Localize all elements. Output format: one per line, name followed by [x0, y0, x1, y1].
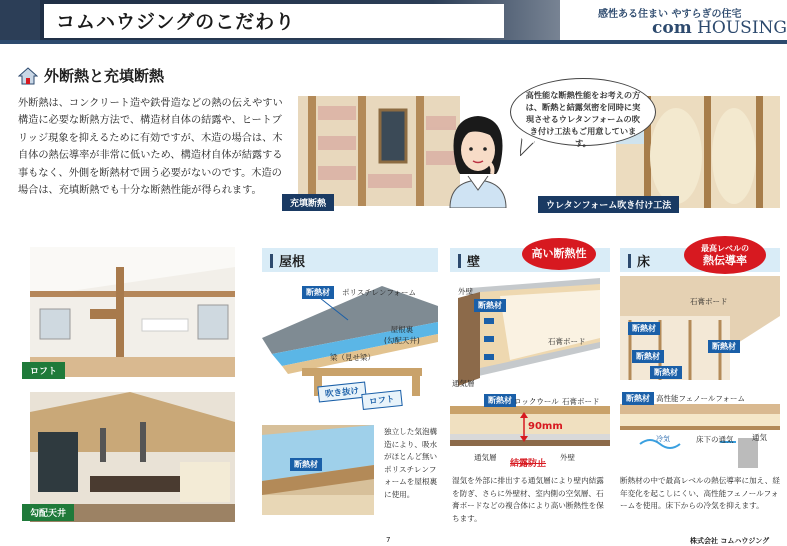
- brand-suffix: HOUSING: [697, 18, 787, 38]
- brand-logo: [652, 18, 787, 38]
- footer-company: 株式会社 コムハウジング: [690, 537, 770, 545]
- caption-urethane-foam: ウレタンフォーム吹き付け工法: [538, 196, 679, 213]
- wall-detail-outer-label: 外壁: [560, 453, 575, 462]
- floor-gypsum-label: 石膏ボード: [690, 297, 728, 306]
- caption-sloped-ceiling: 勾配天井: [22, 504, 74, 521]
- wall-insulation-tag: 断熱材: [474, 299, 506, 312]
- roof-sign-atrium: 吹き抜け: [317, 382, 366, 403]
- wall-detail-insulation-tag: 断熱材: [484, 394, 516, 407]
- living-room-illustration: [30, 392, 235, 522]
- page-title: コムハウジングのこだわり: [56, 11, 296, 33]
- loft-illustration: [30, 247, 235, 377]
- roof-label: 屋根: [262, 248, 438, 270]
- floor-insulation-tag-3: 断熱材: [632, 350, 664, 363]
- floor-under-vent-label: 床下の通気: [696, 435, 734, 444]
- roof-description: 独立した気泡構造により、吸水がほとんど無いポリスチレンフォームを屋根裏に使用。: [384, 427, 438, 499]
- wall-badge: 高い断熱性: [522, 238, 596, 270]
- condensation-block: 結露防止: [510, 459, 547, 469]
- floor-vent-label: 通気: [752, 433, 767, 442]
- wall-outer-label: 外壁: [458, 287, 473, 296]
- floor-insulation-tag-2: 断熱材: [708, 340, 740, 353]
- floor-insulation-tag-1: 断熱材: [628, 322, 660, 335]
- brand-prefix: com: [652, 18, 692, 38]
- roof-sign-loft: ロフト: [361, 390, 402, 410]
- brand-tagline: 感性ある住まい やすらぎの住宅: [598, 9, 742, 20]
- floor-detail-insulation-tag: 断熱材: [622, 392, 654, 405]
- wall-detail-vent-label: 通気層: [474, 453, 497, 462]
- wall-gypsum-label: 石膏ボード: [548, 337, 586, 346]
- floor-description: 断熱材の中で最高レベルの熱伝導率に加え、経年変化を起こしにくい、高性能フェノールフォームを使用。床下からの冷気を抑えます。: [620, 476, 780, 510]
- roof-band: [262, 248, 438, 272]
- page-number: 7: [386, 536, 391, 544]
- floor-badge: [684, 236, 766, 274]
- roof-under-label: 屋根裏 (勾配天井): [384, 325, 420, 345]
- wall-rockwool-label: ロックウール: [514, 397, 559, 406]
- header-accent: [0, 0, 40, 40]
- sloped-ceiling-photo: [30, 392, 235, 522]
- wall-vent-label: 通気層: [452, 379, 475, 388]
- floor-badge-line1: 最高レベルの: [701, 244, 749, 253]
- loft-photo: [30, 247, 235, 377]
- floor-badge-line2: 熱伝導率: [703, 254, 747, 267]
- section-body: 外断熱は、コンクリート造や鉄骨造などの熱の伝えやすい構造に必要な断熱方法で、構造材自体の結露や、ヒートブリッジ現象を抑えるために有効ですが、木造の場合は、木自体の熱伝導率が非常に低いため、構造材自体が結露する事もなく、外側を断熱材で囲う必要がないのです。木造の場合は、充填断熱でも十分な断熱性能が得られます。: [18, 98, 283, 197]
- floor-cold-label: 冷気: [656, 435, 670, 443]
- wall-detail-gypsum-label: 石膏ボード: [562, 397, 600, 406]
- caption-fill-insulation: 充填断熱: [282, 194, 334, 211]
- floor-label: 床: [620, 248, 780, 270]
- insulation-illustration: [298, 96, 460, 206]
- advisor-illustration: [440, 104, 516, 208]
- roof-material: ポリスチレンフォーム: [342, 288, 416, 297]
- roof-insulation-tag-2: 断熱材: [290, 458, 322, 471]
- caption-loft: ロフト: [22, 362, 65, 379]
- roof-insulation-tag: 断熱材: [302, 286, 334, 299]
- roof-beam-label: 梁（見せ梁）: [330, 353, 375, 362]
- section-title: 外断熱と充填断熱: [44, 67, 165, 85]
- wall-label: 壁: [450, 248, 610, 270]
- wall-thickness: 90mm: [528, 421, 563, 432]
- floor-insulation-tag-4: 断熱材: [650, 366, 682, 379]
- house-icon: [18, 66, 38, 86]
- wall-description: 湿気を外部に排出する通気層により壁内結露を防ぎ、さらに外壁材、室内側の空気層、石膏ボードなどの複合体により高い断熱性を保ちます。: [452, 476, 604, 523]
- bubble-tail: [520, 138, 540, 156]
- floor-phenol-label: 高性能フェノールフォーム: [656, 394, 746, 403]
- wall-diagram: [450, 278, 610, 388]
- speech-bubble: 高性能な断熱性能をお考えの方は、断熱と結露気密を同時に実現させるウレタンフォームの吹き付け工法もご用意しています。: [510, 78, 656, 146]
- header-rule: [0, 40, 787, 44]
- fill-insulation-photo: [298, 96, 460, 206]
